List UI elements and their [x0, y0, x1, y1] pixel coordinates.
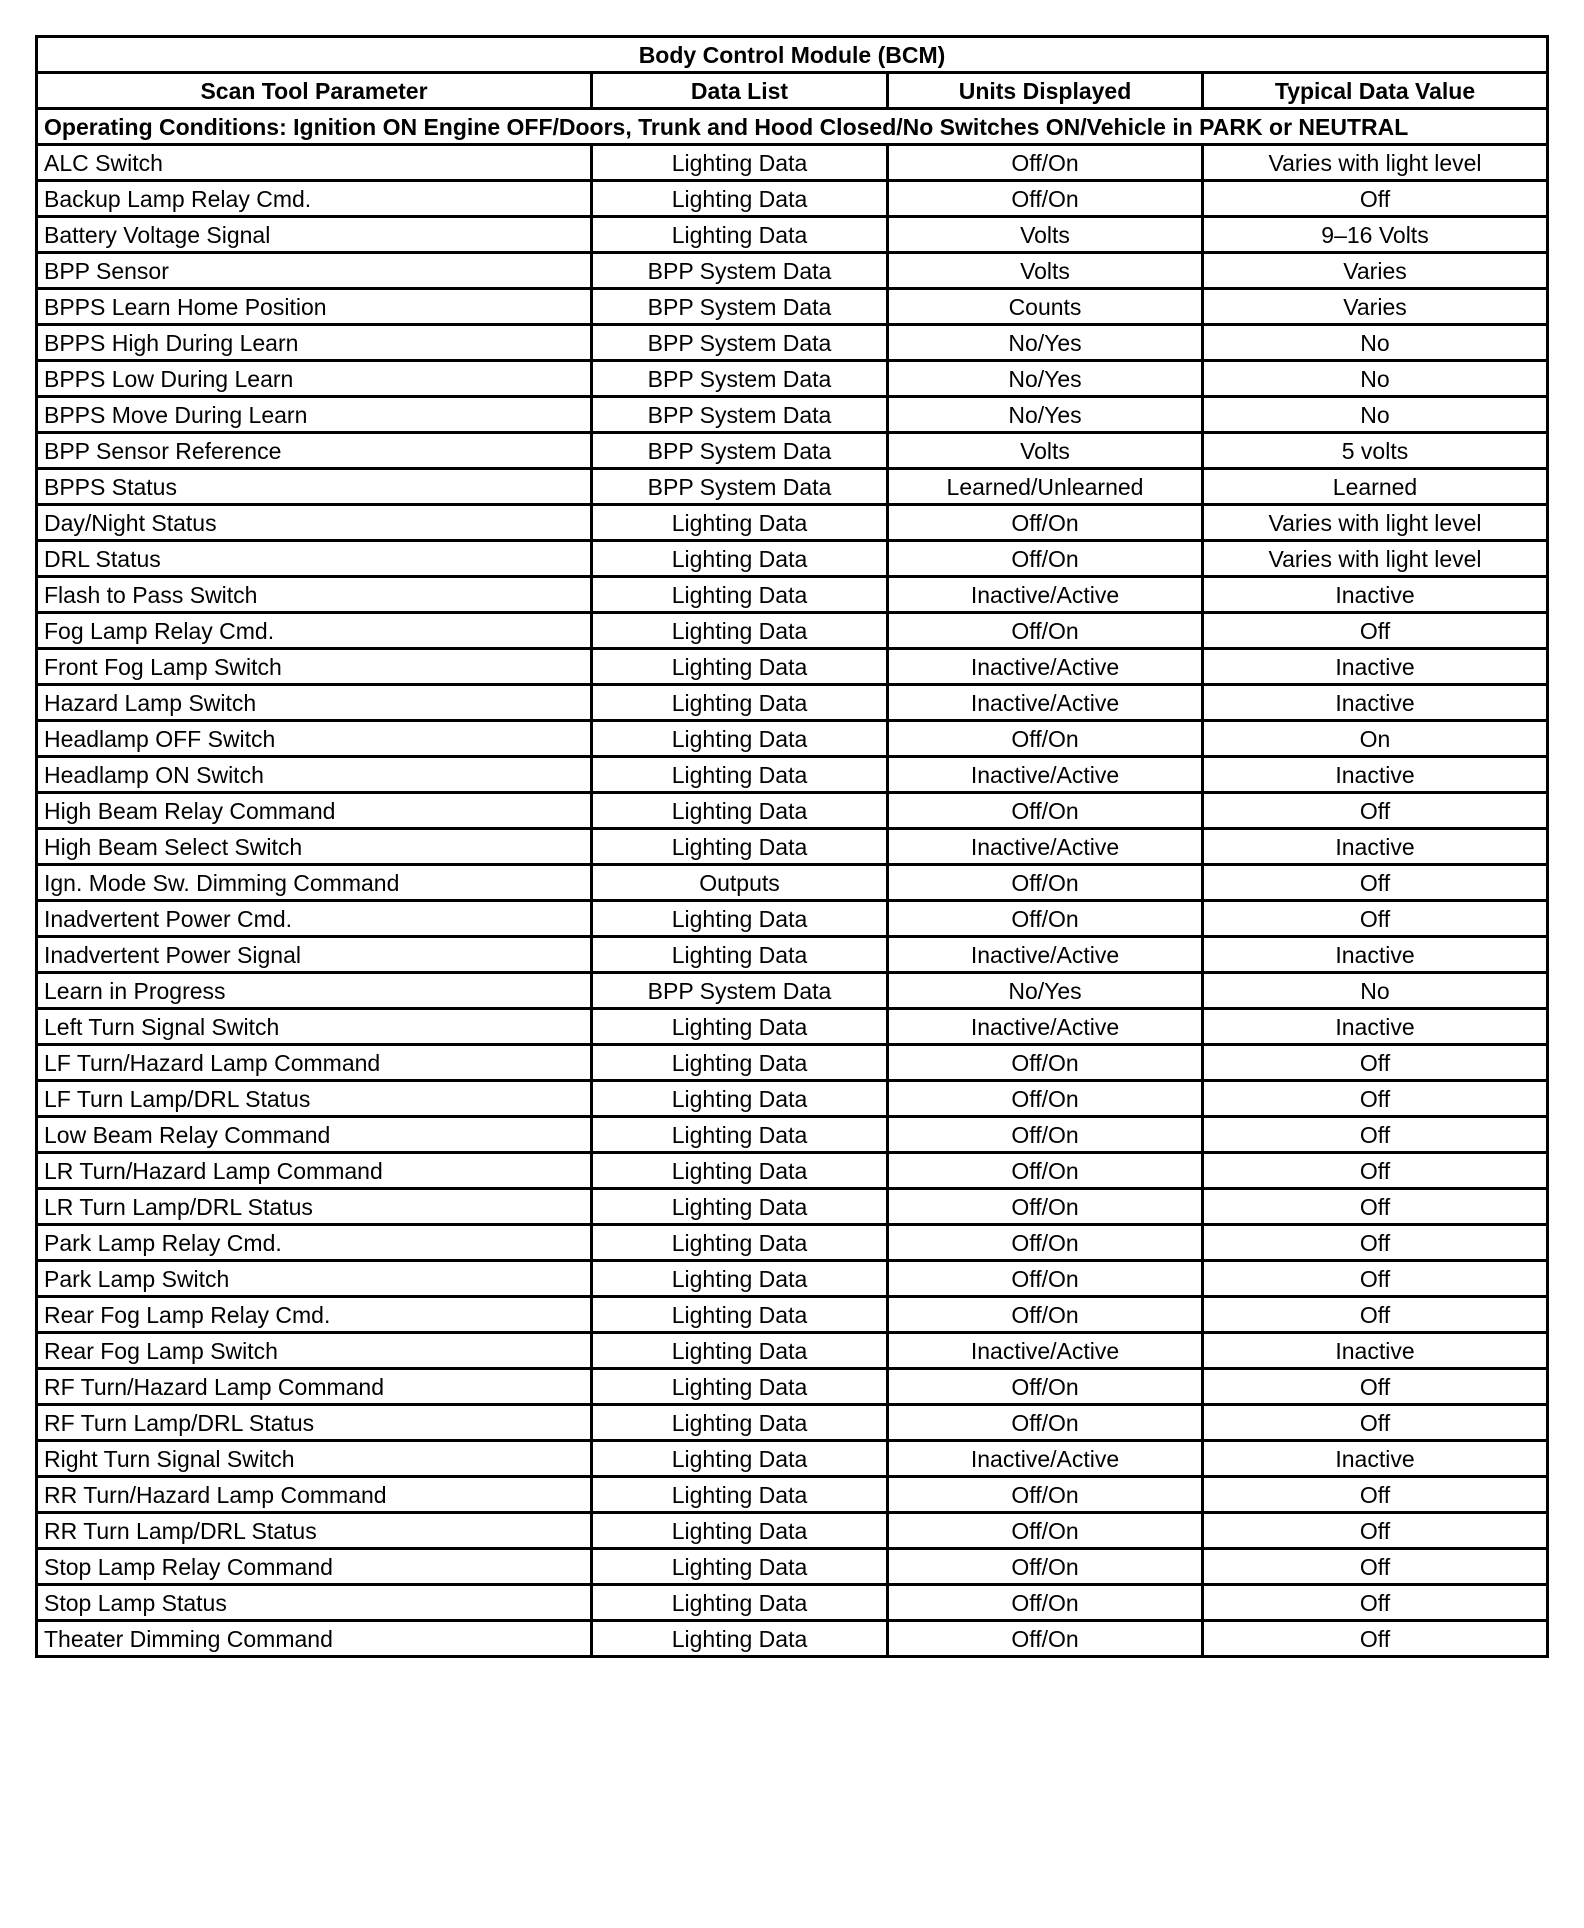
cell-typical-value: Off [1203, 1261, 1548, 1297]
bcm-data-table [35, 35, 1549, 1658]
cell-parameter: BPPS High During Learn [37, 325, 592, 361]
table-row [37, 217, 1548, 253]
table-row [37, 901, 1548, 937]
cell-typical-value: Inactive [1203, 1441, 1548, 1477]
table-row [37, 145, 1548, 181]
cell-data-list: Lighting Data [592, 1297, 888, 1333]
cell-parameter: LR Turn Lamp/DRL Status [37, 1189, 592, 1225]
cell-units: Inactive/Active [888, 649, 1203, 685]
table-row [37, 577, 1548, 613]
cell-data-list: Lighting Data [592, 721, 888, 757]
table-row [37, 649, 1548, 685]
cell-parameter: BPP Sensor Reference [37, 433, 592, 469]
cell-parameter: Stop Lamp Relay Command [37, 1549, 592, 1585]
cell-parameter: BPP Sensor [37, 253, 592, 289]
table-row [37, 1117, 1548, 1153]
table-row [37, 1261, 1548, 1297]
cell-parameter: Battery Voltage Signal [37, 217, 592, 253]
cell-typical-value: Varies [1203, 253, 1548, 289]
cell-parameter: RR Turn Lamp/DRL Status [37, 1513, 592, 1549]
cell-typical-value: Off [1203, 1045, 1548, 1081]
cell-typical-value: Inactive [1203, 1333, 1548, 1369]
cell-data-list: Lighting Data [592, 1513, 888, 1549]
table-row [37, 1225, 1548, 1261]
table-row [37, 541, 1548, 577]
cell-units: Inactive/Active [888, 685, 1203, 721]
cell-parameter: Right Turn Signal Switch [37, 1441, 592, 1477]
table-row [37, 505, 1548, 541]
cell-data-list: BPP System Data [592, 253, 888, 289]
cell-data-list: Lighting Data [592, 181, 888, 217]
table-row [37, 1513, 1548, 1549]
cell-parameter: Left Turn Signal Switch [37, 1009, 592, 1045]
cell-parameter: BPPS Status [37, 469, 592, 505]
cell-typical-value: Inactive [1203, 649, 1548, 685]
cell-units: Inactive/Active [888, 577, 1203, 613]
cell-data-list: Lighting Data [592, 541, 888, 577]
cell-data-list: BPP System Data [592, 289, 888, 325]
cell-typical-value: Learned [1203, 469, 1548, 505]
conditions-row [37, 109, 1548, 145]
header-scan-tool-parameter: Scan Tool Parameter [37, 73, 592, 109]
cell-data-list: Lighting Data [592, 577, 888, 613]
cell-data-list: Lighting Data [592, 1333, 888, 1369]
table-row [37, 1621, 1548, 1657]
table-row [37, 361, 1548, 397]
table-row [37, 253, 1548, 289]
cell-typical-value: No [1203, 973, 1548, 1009]
cell-data-list: Lighting Data [592, 1081, 888, 1117]
cell-parameter: RR Turn/Hazard Lamp Command [37, 1477, 592, 1513]
cell-typical-value: Off [1203, 1585, 1548, 1621]
cell-units: Off/On [888, 181, 1203, 217]
cell-units: Off/On [888, 1045, 1203, 1081]
cell-units: Inactive/Active [888, 829, 1203, 865]
table-row [37, 793, 1548, 829]
cell-units: Off/On [888, 793, 1203, 829]
table-row [37, 469, 1548, 505]
table-row [37, 1045, 1548, 1081]
table-row [37, 1369, 1548, 1405]
cell-data-list: Lighting Data [592, 829, 888, 865]
cell-data-list: Lighting Data [592, 1009, 888, 1045]
cell-data-list: Lighting Data [592, 1369, 888, 1405]
cell-parameter: BPPS Move During Learn [37, 397, 592, 433]
cell-parameter: High Beam Relay Command [37, 793, 592, 829]
table-row [37, 1477, 1548, 1513]
table-row [37, 289, 1548, 325]
table-row [37, 685, 1548, 721]
cell-data-list: BPP System Data [592, 361, 888, 397]
table-row [37, 757, 1548, 793]
cell-data-list: Lighting Data [592, 1621, 888, 1657]
cell-data-list: Lighting Data [592, 793, 888, 829]
cell-typical-value: Inactive [1203, 757, 1548, 793]
table-row [37, 937, 1548, 973]
title-row [37, 37, 1548, 73]
table-row [37, 1405, 1548, 1441]
cell-units: Off/On [888, 145, 1203, 181]
cell-data-list: BPP System Data [592, 973, 888, 1009]
cell-units: Off/On [888, 1405, 1203, 1441]
cell-parameter: Learn in Progress [37, 973, 592, 1009]
cell-parameter: Fog Lamp Relay Cmd. [37, 613, 592, 649]
cell-parameter: Low Beam Relay Command [37, 1117, 592, 1153]
cell-units: No/Yes [888, 325, 1203, 361]
cell-data-list: Lighting Data [592, 1261, 888, 1297]
table-row [37, 613, 1548, 649]
cell-typical-value: Varies with light level [1203, 145, 1548, 181]
cell-units: Inactive/Active [888, 1009, 1203, 1045]
table-row [37, 721, 1548, 757]
table-row [37, 1009, 1548, 1045]
cell-typical-value: Inactive [1203, 577, 1548, 613]
cell-typical-value: Varies with light level [1203, 505, 1548, 541]
cell-units: Off/On [888, 1261, 1203, 1297]
cell-typical-value: No [1203, 361, 1548, 397]
cell-units: No/Yes [888, 361, 1203, 397]
cell-data-list: BPP System Data [592, 397, 888, 433]
cell-parameter: Headlamp OFF Switch [37, 721, 592, 757]
cell-parameter: Front Fog Lamp Switch [37, 649, 592, 685]
cell-units: No/Yes [888, 973, 1203, 1009]
cell-typical-value: Off [1203, 1225, 1548, 1261]
table-row [37, 829, 1548, 865]
cell-data-list: Outputs [592, 865, 888, 901]
table-row [37, 1585, 1548, 1621]
cell-data-list: Lighting Data [592, 649, 888, 685]
table-row [37, 1549, 1548, 1585]
cell-units: Off/On [888, 1513, 1203, 1549]
cell-parameter: Headlamp ON Switch [37, 757, 592, 793]
cell-units: Learned/Unlearned [888, 469, 1203, 505]
cell-parameter: Backup Lamp Relay Cmd. [37, 181, 592, 217]
table-row [37, 1297, 1548, 1333]
cell-parameter: Inadvertent Power Signal [37, 937, 592, 973]
cell-parameter: Ign. Mode Sw. Dimming Command [37, 865, 592, 901]
cell-typical-value: Off [1203, 1549, 1548, 1585]
table-row [37, 1441, 1548, 1477]
cell-parameter: High Beam Select Switch [37, 829, 592, 865]
cell-parameter: Stop Lamp Status [37, 1585, 592, 1621]
cell-typical-value: Off [1203, 1297, 1548, 1333]
cell-units: Volts [888, 253, 1203, 289]
cell-typical-value: Off [1203, 1369, 1548, 1405]
cell-data-list: Lighting Data [592, 613, 888, 649]
cell-parameter: Hazard Lamp Switch [37, 685, 592, 721]
cell-units: Volts [888, 433, 1203, 469]
cell-typical-value: Off [1203, 1513, 1548, 1549]
cell-typical-value: On [1203, 721, 1548, 757]
cell-units: Off/On [888, 1549, 1203, 1585]
cell-typical-value: Off [1203, 181, 1548, 217]
cell-typical-value: Off [1203, 1477, 1548, 1513]
cell-typical-value: Off [1203, 1621, 1548, 1657]
cell-typical-value: Off [1203, 613, 1548, 649]
cell-units: Off/On [888, 1621, 1203, 1657]
cell-units: Off/On [888, 505, 1203, 541]
cell-units: No/Yes [888, 397, 1203, 433]
cell-data-list: Lighting Data [592, 217, 888, 253]
cell-units: Off/On [888, 865, 1203, 901]
cell-typical-value: Inactive [1203, 937, 1548, 973]
cell-units: Off/On [888, 1081, 1203, 1117]
table-row [37, 433, 1548, 469]
cell-units: Off/On [888, 541, 1203, 577]
table-row [37, 397, 1548, 433]
cell-data-list: Lighting Data [592, 505, 888, 541]
header-typical-data-value: Typical Data Value [1203, 73, 1548, 109]
cell-parameter: Flash to Pass Switch [37, 577, 592, 613]
cell-data-list: Lighting Data [592, 1225, 888, 1261]
cell-parameter: LR Turn/Hazard Lamp Command [37, 1153, 592, 1189]
cell-parameter: BPPS Learn Home Position [37, 289, 592, 325]
cell-parameter: ALC Switch [37, 145, 592, 181]
table-row [37, 865, 1548, 901]
cell-units: Inactive/Active [888, 757, 1203, 793]
cell-typical-value: No [1203, 325, 1548, 361]
header-units-displayed: Units Displayed [888, 73, 1203, 109]
cell-typical-value: Off [1203, 1153, 1548, 1189]
table-row [37, 973, 1548, 1009]
cell-data-list: BPP System Data [592, 433, 888, 469]
cell-data-list: Lighting Data [592, 757, 888, 793]
cell-units: Counts [888, 289, 1203, 325]
cell-units: Off/On [888, 1585, 1203, 1621]
cell-parameter: LF Turn/Hazard Lamp Command [37, 1045, 592, 1081]
cell-typical-value: Varies with light level [1203, 541, 1548, 577]
table-title: Body Control Module (BCM) [37, 37, 1548, 73]
cell-parameter: LF Turn Lamp/DRL Status [37, 1081, 592, 1117]
cell-data-list: Lighting Data [592, 1441, 888, 1477]
cell-data-list: Lighting Data [592, 1045, 888, 1081]
table-body [37, 37, 1548, 1657]
cell-data-list: Lighting Data [592, 1405, 888, 1441]
cell-typical-value: Off [1203, 865, 1548, 901]
cell-typical-value: No [1203, 397, 1548, 433]
cell-data-list: Lighting Data [592, 145, 888, 181]
cell-units: Off/On [888, 613, 1203, 649]
cell-typical-value: Varies [1203, 289, 1548, 325]
cell-typical-value: Off [1203, 1405, 1548, 1441]
cell-data-list: Lighting Data [592, 1189, 888, 1225]
cell-data-list: BPP System Data [592, 469, 888, 505]
cell-units: Inactive/Active [888, 1333, 1203, 1369]
cell-data-list: Lighting Data [592, 937, 888, 973]
cell-parameter: BPPS Low During Learn [37, 361, 592, 397]
cell-data-list: Lighting Data [592, 1549, 888, 1585]
cell-typical-value: 9–16 Volts [1203, 217, 1548, 253]
cell-parameter: Day/Night Status [37, 505, 592, 541]
cell-typical-value: 5 volts [1203, 433, 1548, 469]
cell-units: Inactive/Active [888, 1441, 1203, 1477]
cell-typical-value: Inactive [1203, 685, 1548, 721]
table-row [37, 1153, 1548, 1189]
cell-data-list: Lighting Data [592, 1117, 888, 1153]
cell-units: Off/On [888, 1153, 1203, 1189]
cell-parameter: RF Turn Lamp/DRL Status [37, 1405, 592, 1441]
cell-typical-value: Inactive [1203, 1009, 1548, 1045]
cell-parameter: Rear Fog Lamp Relay Cmd. [37, 1297, 592, 1333]
cell-typical-value: Inactive [1203, 829, 1548, 865]
cell-units: Off/On [888, 721, 1203, 757]
cell-parameter: Park Lamp Switch [37, 1261, 592, 1297]
operating-conditions: Operating Conditions: Ignition ON Engine OFF/Doors, Trunk and Hood Closed/No Switches ON/Vehicle in PARK or NEUTRAL [37, 109, 1548, 145]
cell-typical-value: Off [1203, 901, 1548, 937]
cell-units: Off/On [888, 1189, 1203, 1225]
cell-parameter: Rear Fog Lamp Switch [37, 1333, 592, 1369]
table-row [37, 181, 1548, 217]
cell-data-list: Lighting Data [592, 1477, 888, 1513]
cell-data-list: Lighting Data [592, 685, 888, 721]
cell-typical-value: Off [1203, 793, 1548, 829]
cell-data-list: Lighting Data [592, 1153, 888, 1189]
cell-units: Inactive/Active [888, 937, 1203, 973]
table-row [37, 1189, 1548, 1225]
cell-units: Off/On [888, 1297, 1203, 1333]
cell-typical-value: Off [1203, 1081, 1548, 1117]
cell-data-list: BPP System Data [592, 325, 888, 361]
cell-units: Off/On [888, 1369, 1203, 1405]
cell-units: Off/On [888, 1117, 1203, 1153]
cell-parameter: Park Lamp Relay Cmd. [37, 1225, 592, 1261]
table-row [37, 1081, 1548, 1117]
table-row [37, 1333, 1548, 1369]
cell-parameter: Inadvertent Power Cmd. [37, 901, 592, 937]
cell-units: Off/On [888, 1477, 1203, 1513]
cell-typical-value: Off [1203, 1189, 1548, 1225]
header-data-list: Data List [592, 73, 888, 109]
cell-parameter: RF Turn/Hazard Lamp Command [37, 1369, 592, 1405]
cell-units: Volts [888, 217, 1203, 253]
cell-parameter: DRL Status [37, 541, 592, 577]
cell-parameter: Theater Dimming Command [37, 1621, 592, 1657]
cell-data-list: Lighting Data [592, 901, 888, 937]
cell-typical-value: Off [1203, 1117, 1548, 1153]
header-row [37, 73, 1548, 109]
table-row [37, 325, 1548, 361]
cell-units: Off/On [888, 1225, 1203, 1261]
cell-data-list: Lighting Data [592, 1585, 888, 1621]
cell-units: Off/On [888, 901, 1203, 937]
